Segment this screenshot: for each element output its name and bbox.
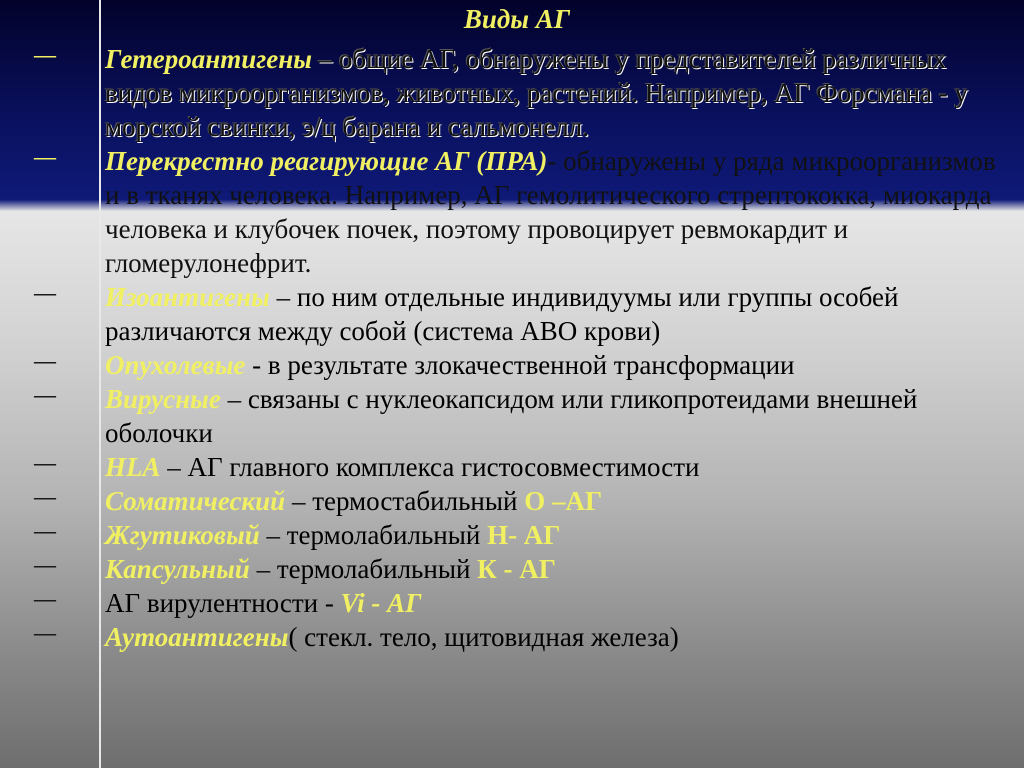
item-term: Жгутиковый bbox=[105, 520, 260, 550]
item-term: Гетероантигены bbox=[105, 44, 312, 74]
item-description: – термолабильный bbox=[249, 554, 478, 584]
item-antigen-code: Н- АГ bbox=[487, 520, 561, 550]
bullet-dash: — bbox=[34, 348, 56, 373]
item-term: Аутоантигены bbox=[105, 622, 289, 652]
item-description: - в результате злокачественной трансформации bbox=[245, 350, 795, 380]
list-item bbox=[0, 280, 1024, 348]
bullet-dash: — bbox=[34, 280, 56, 305]
bullet-dash: — bbox=[34, 382, 56, 407]
list-item bbox=[0, 42, 1024, 144]
bullet-dash: — bbox=[34, 484, 56, 509]
item-term: Вирусные bbox=[105, 384, 221, 414]
item-description: - обнаружены у ряда микроорганизмов и в тканях человека. Например, АГ гемолитического стрептококка, миокарда человека и клубочек почек, поэтому провоцирует ревмокардит и гломерулонефрит. bbox=[105, 146, 996, 278]
item-term: HLA bbox=[105, 452, 161, 482]
item-term: Капсульный bbox=[105, 554, 250, 584]
item-description: – связаны с нуклеокапсидом или гликопротеидами внешней оболочки bbox=[105, 384, 918, 448]
bullet-dash: — bbox=[34, 450, 56, 475]
item-term: Опухолевые bbox=[105, 350, 246, 380]
bullet-dash: — bbox=[34, 42, 56, 67]
item-term: Изоантигены bbox=[105, 282, 270, 312]
list-item bbox=[0, 382, 1024, 450]
item-antigen-code: Vi - АГ bbox=[340, 588, 422, 618]
bullet-dash: — bbox=[34, 586, 56, 611]
list-item bbox=[0, 144, 1024, 280]
item-description: – термолабильный bbox=[259, 520, 488, 550]
bullet-dash: — bbox=[34, 144, 56, 169]
item-description: АГ вирулентности - bbox=[105, 588, 341, 618]
list-item bbox=[0, 586, 1024, 620]
item-description: ( стекл. тело, щитовидная железа) bbox=[288, 622, 679, 652]
list-item bbox=[0, 552, 1024, 586]
slide-title: Виды АГ bbox=[463, 4, 571, 34]
list-item bbox=[0, 620, 1024, 654]
list-item bbox=[0, 348, 1024, 382]
item-description: – общие АГ, обнаружены у представителей различных видов микроорганизмов, животных, растений. Например, АГ Форсмана - у морской свинки, э/ц барана и сальмонелл. bbox=[105, 44, 969, 142]
item-antigen-code: К - АГ bbox=[477, 554, 556, 584]
item-antigen-code: О –АГ bbox=[524, 486, 603, 516]
list-item bbox=[0, 484, 1024, 518]
bullet-dash: — bbox=[34, 552, 56, 577]
bullet-list bbox=[0, 42, 1024, 654]
list-item bbox=[0, 450, 1024, 484]
item-term: Соматический bbox=[105, 486, 286, 516]
bullet-dash: — bbox=[34, 518, 56, 543]
bullet-dash: — bbox=[34, 620, 56, 645]
item-description: – по ним отдельные индивидуумы или группы особей различаются между собой (система АВО крови) bbox=[105, 282, 899, 346]
item-description: – термостабильный bbox=[285, 486, 525, 516]
item-term: Перекрестно реагирующие АГ (ПРА) bbox=[105, 146, 548, 176]
item-description: – АГ главного комплекса гистосовместимости bbox=[160, 452, 700, 482]
list-item bbox=[0, 518, 1024, 552]
